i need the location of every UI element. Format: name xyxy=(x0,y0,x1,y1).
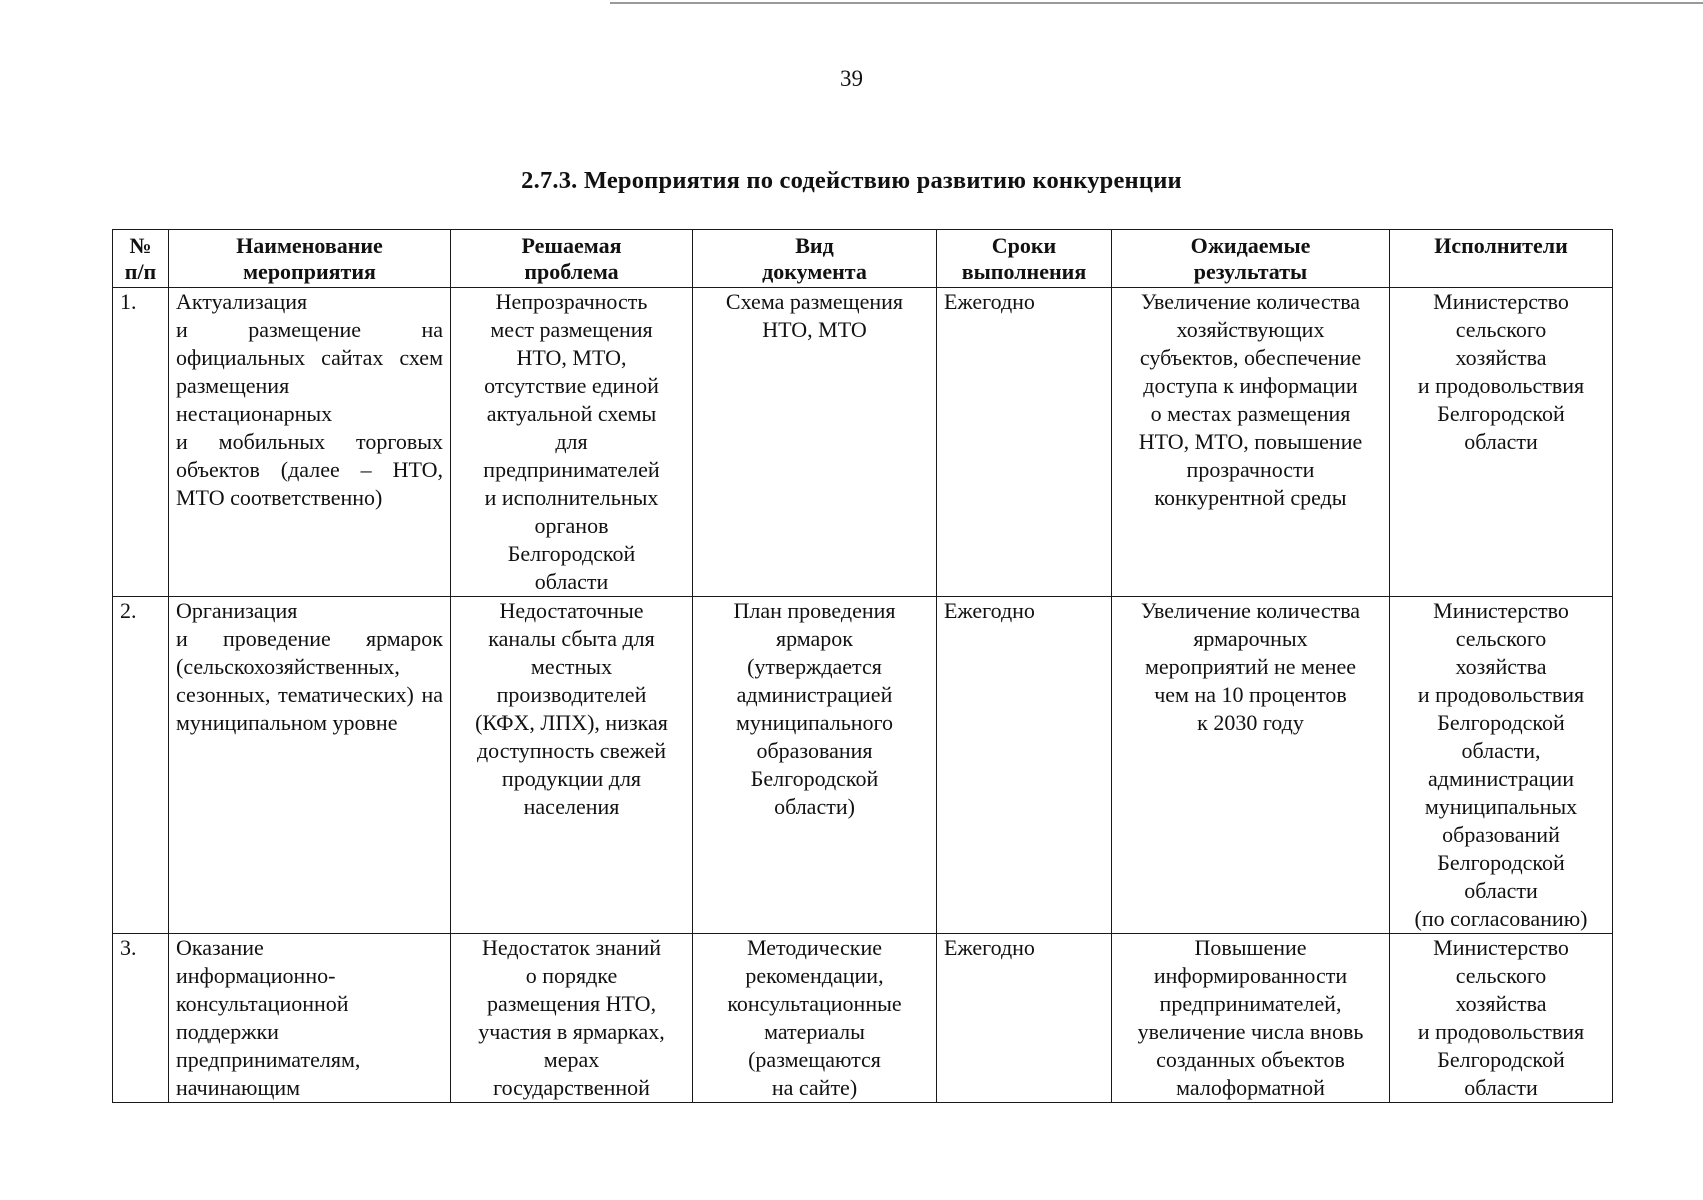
header-results-line2: результаты xyxy=(1193,259,1308,284)
measures-table xyxy=(112,229,1613,1103)
row-document: Методические рекомендации, консультационные материалы (размещаются на сайте) xyxy=(693,934,937,1103)
row-num: 3. xyxy=(113,934,169,1103)
header-executors-label: Исполнители xyxy=(1434,233,1568,258)
row-num: 2. xyxy=(113,597,169,934)
header-problem-line1: Решаемая xyxy=(521,233,622,258)
header-period-line2: выполнения xyxy=(961,259,1087,284)
row-document: Схема размещения НТО, МТО xyxy=(693,288,937,597)
section-title: 2.7.3. Мероприятия по содействию развитию конкуренции xyxy=(521,167,1182,194)
header-problem-line2: проблема xyxy=(524,259,619,284)
header-results-line1: Ожидаемые xyxy=(1190,233,1311,258)
header-executors xyxy=(1390,230,1613,288)
header-name xyxy=(169,230,451,288)
table-row xyxy=(113,597,1613,934)
header-num xyxy=(113,230,169,288)
row-period: Ежегодно xyxy=(937,934,1112,1103)
header-num-line1: № xyxy=(129,233,152,258)
row-name: Оказание информационно- консультационной поддержки предпринимателям, начинающим xyxy=(169,934,451,1103)
row-problem: Недостаточные каналы сбыта для местных производителей (КФХ, ЛПХ), низкая доступность свежей продукции для населения xyxy=(451,597,693,934)
row-problem: Непрозрачность мест размещения НТО, МТО, отсутствие единой актуальной схемы для предпринимателей и исполнительных органов Белгородской области xyxy=(451,288,693,597)
row-period: Ежегодно xyxy=(937,597,1112,934)
row-period: Ежегодно xyxy=(937,288,1112,597)
row-problem: Недостаток знаний о порядке размещения НТО, участия в ярмарках, мерах государственной xyxy=(451,934,693,1103)
header-problem xyxy=(451,230,693,288)
table-row xyxy=(113,288,1613,597)
row-name: Актуализация и размещение на официальных сайтах схем размещения нестационарных и мобильных торговых объектов (далее – НТО, МТО соответственно) xyxy=(169,288,451,597)
row-results: Увеличение количества ярмарочных мероприятий не менее чем на 10 процентов к 2030 году xyxy=(1112,597,1390,934)
row-document: План проведения ярмарок (утверждается администрацией муниципального образования Белгородской области) xyxy=(693,597,937,934)
table-row xyxy=(113,934,1613,1103)
row-results: Увеличение количества хозяйствующих субъектов, обеспечение доступа к информации о местах размещения НТО, МТО, повышение прозрачности конкурентной среды xyxy=(1112,288,1390,597)
table-header-row xyxy=(113,230,1613,288)
header-doc-line1: Вид xyxy=(795,233,834,258)
header-name-line1: Наименование xyxy=(236,233,383,258)
row-executors: Министерство сельского хозяйства и продовольствия Белгородской области xyxy=(1390,934,1613,1103)
row-executors: Министерство сельского хозяйства и продовольствия Белгородской области xyxy=(1390,288,1613,597)
header-doc-line2: документа xyxy=(762,259,867,284)
scan-edge-line xyxy=(610,2,1703,4)
header-period xyxy=(937,230,1112,288)
header-period-line1: Сроки xyxy=(991,233,1057,258)
row-name: Организация и проведение ярмарок (сельскохозяйственных, сезонных, тематических) на муниципальном уровне xyxy=(169,597,451,934)
row-results: Повышение информированности предпринимателей, увеличение числа вновь созданных объектов малоформатной xyxy=(1112,934,1390,1103)
header-name-line2: мероприятия xyxy=(243,259,376,284)
header-results xyxy=(1112,230,1390,288)
row-executors: Министерство сельского хозяйства и продовольствия Белгородской области, администрации муниципальных образований Белгородской области (по согласованию) xyxy=(1390,597,1613,934)
header-num-line2: п/п xyxy=(124,259,157,284)
header-document xyxy=(693,230,937,288)
row-num: 1. xyxy=(113,288,169,597)
page-number: 39 xyxy=(840,66,863,91)
